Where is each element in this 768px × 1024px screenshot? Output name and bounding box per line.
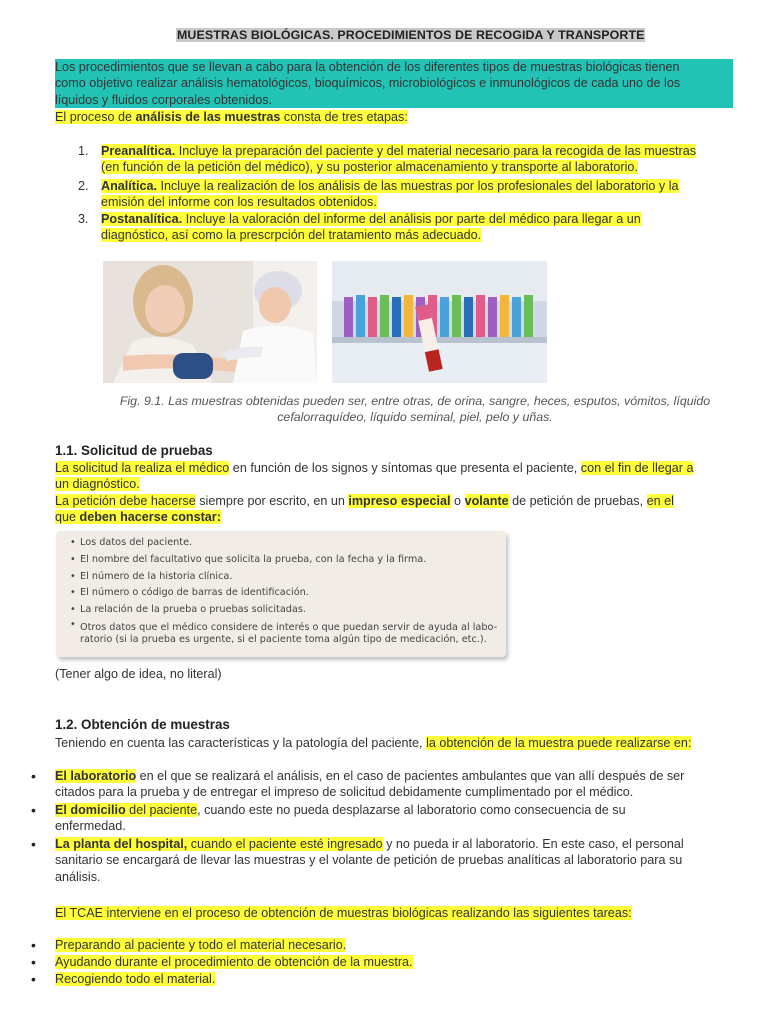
- location-domicilio: El domicilio del paciente, cuando este no pueda desplazarse al laboratorio como consecuencia de su enfermedad.: [55, 803, 626, 834]
- bullet: •: [31, 768, 36, 784]
- box-item: • Otros datos que el médico considere de interés o que puedan servir de ayuda al labo- ratorio (si la prueba es urgente, si el paciente toma algún tipo de medicación, etc.).: [70, 619, 506, 646]
- box-item: • El nombre del facultativo que solicita la prueba, con la fecha y la firma.: [70, 552, 506, 569]
- box-item: • La relación de la prueba o pruebas solicitadas.: [70, 602, 506, 619]
- blood-draw-photo: [103, 261, 317, 383]
- location-planta-hospital: La planta del hospital, cuando el paciente esté ingresado y no pueda ir al laboratorio. En este caso, el personal sanitario se encargará de llevar las muestras y el volante de petición de pruebas analíticas al laboratorio para su análisis.: [55, 837, 684, 884]
- step-number: 1.: [78, 144, 89, 158]
- bullet: •: [31, 954, 36, 970]
- task-item: Preparando al paciente y todo el material necesario.: [55, 938, 347, 952]
- solicitud-paragraph-1: La solicitud la realiza el médico en función de los signos y síntomas que presenta el paciente, con el fin de llegar a un diagnóstico.: [55, 461, 694, 492]
- intro-paragraph: Los procedimientos que se llevan a cabo para la obtención de los diferentes tipos de muestras biológicas tienen como objetivo realizar análisis hematológicos, bioquímicos, microbiológicos e inmunológicos de cada uno de los líquidos y fluidos corporales obtenidos.: [55, 59, 733, 108]
- process-intro: El proceso de análisis de las muestras consta de tres etapas:: [55, 110, 408, 124]
- step-number: 3.: [78, 212, 89, 226]
- step-postanalitica: Postanalítica. Incluye la valoración del informe del análisis por parte del médico para llegar a un diagnóstico, así como la prescrpción del tratamiento más adecuado.: [101, 212, 641, 243]
- step-preanalitica: Preanalítica. Incluye la preparación del paciente y del material necesario para la recogida de las muestras (en función de la petición del médico), y su posterior almacenamiento y transporte al laboratorio.: [101, 144, 697, 175]
- step-analitica: Analítica. Incluye la realización de los análisis de las muestras por los profesionales del laboratorio y la emisión del informe con los resultados obtenidos.: [101, 179, 679, 210]
- bullet: •: [31, 836, 36, 852]
- box-item: • El número o código de barras de identificación.: [70, 585, 506, 602]
- step-number: 2.: [78, 179, 89, 193]
- obtencion-paragraph: Teniendo en cuenta las características y la patología del paciente, la obtención de la muestra puede realizarse en:: [55, 736, 692, 750]
- bullet: •: [31, 937, 36, 953]
- bullet: •: [31, 802, 36, 818]
- required-data-box: [56, 531, 506, 657]
- task-item: Ayudando durante el procedimiento de obtención de la muestra.: [55, 955, 413, 969]
- bullet: •: [31, 971, 36, 987]
- section-heading-solicitud: 1.1. Solicitud de pruebas: [55, 443, 213, 458]
- box-item: • El número de la historia clínica.: [70, 569, 506, 586]
- figure-caption: Fig. 9.1. Las muestras obtenidas pueden ser, entre otras, de orina, sangre, heces, esputos, vómitos, líquido cefalorraquídeo, líquido seminal, piel, pelo y uñas.: [119, 394, 711, 425]
- document-title: MUESTRAS BIOLÓGICAS. PROCEDIMIENTOS DE RECOGIDA Y TRANSPORTE: [177, 28, 645, 42]
- location-laboratorio: El laboratorio en el que se realizará el análisis, en el caso de pacientes ambulantes que van allí después de ser citados para la prueba y de entregar el impreso de solicitud debidamente cumplimentado por el médico.: [55, 769, 685, 800]
- section-heading-obtencion: 1.2. Obtención de muestras: [55, 717, 230, 732]
- tcae-paragraph: El TCAE interviene en el proceso de obtención de muestras biológicas realizando las siguientes tareas:: [55, 906, 632, 920]
- box-item: • Los datos del paciente.: [70, 535, 506, 552]
- note-text: (Tener algo de idea, no literal): [55, 667, 222, 681]
- task-item: Recogiendo todo el material.: [55, 972, 216, 986]
- test-tubes-photo: [332, 261, 547, 383]
- solicitud-paragraph-2: La petición debe hacerse siempre por escrito, en un impreso especial o volante de petición de pruebas, en el que deben hacerse constar:: [55, 494, 674, 525]
